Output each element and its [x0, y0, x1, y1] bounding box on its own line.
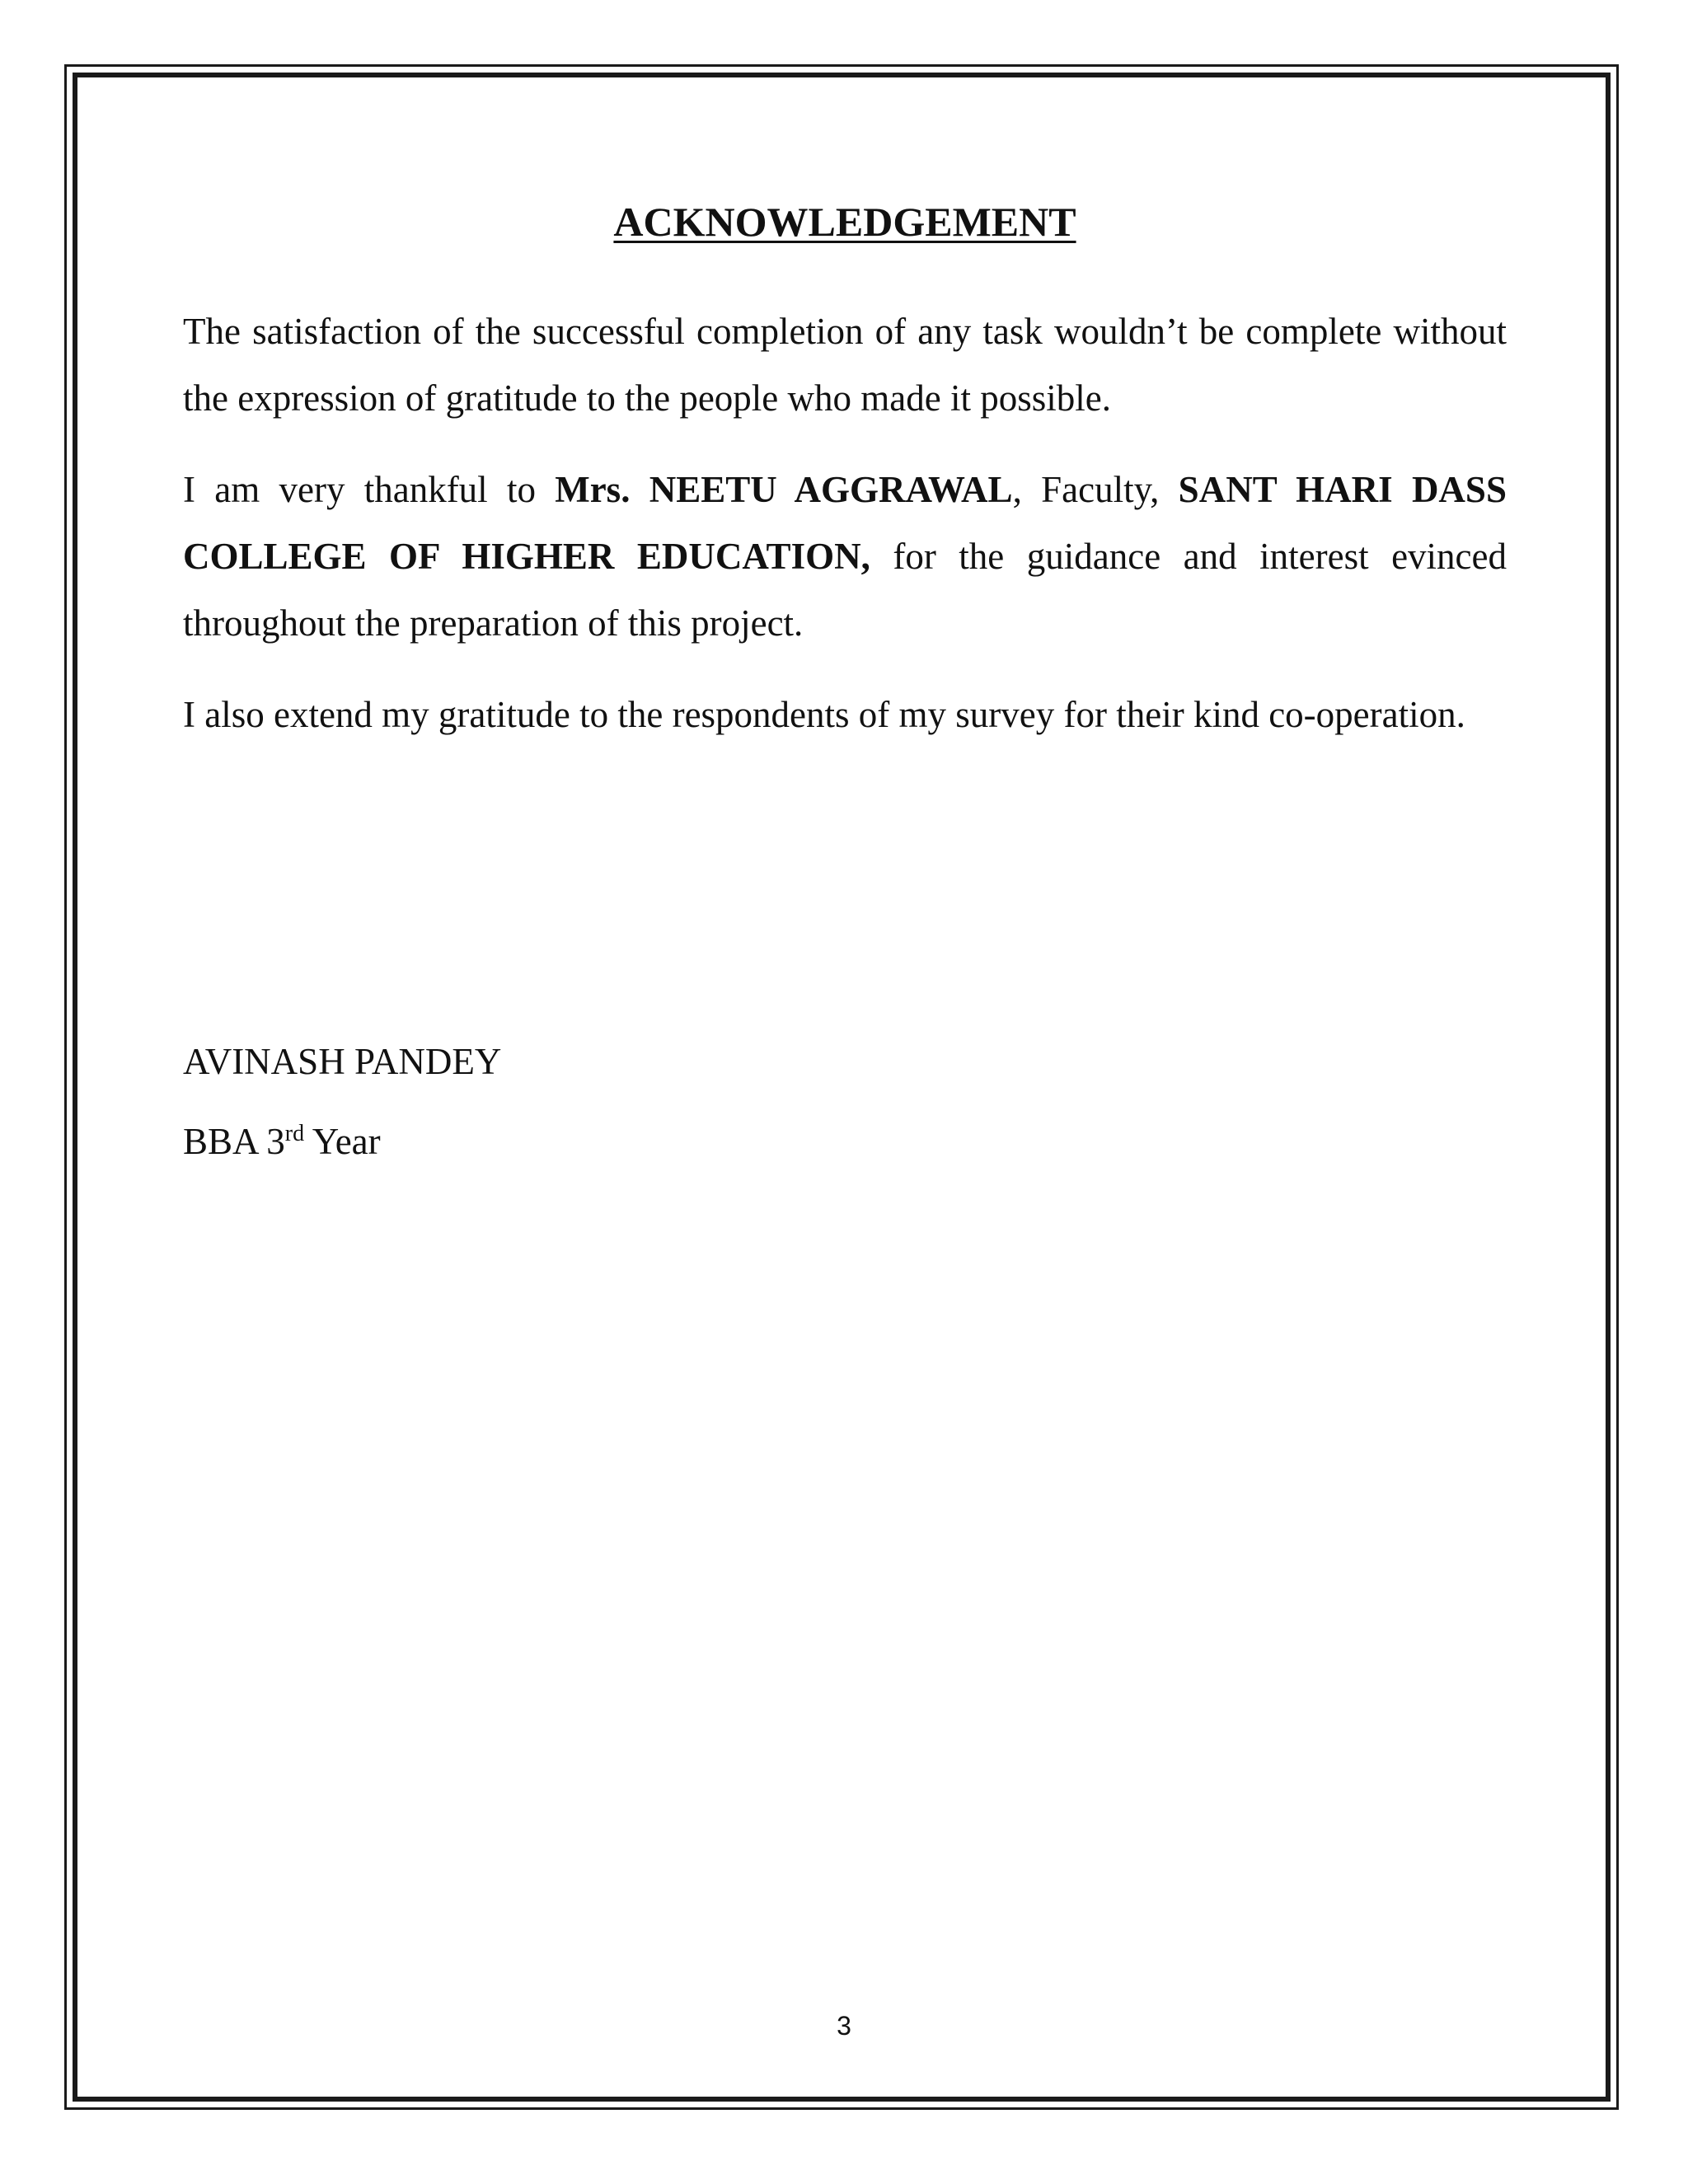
author-course — [183, 1102, 501, 1182]
signature-block — [183, 1022, 501, 1182]
paragraph-respondents — [183, 682, 1507, 748]
course-prefix: BBA 3 — [183, 1121, 285, 1162]
page-number: 3 — [837, 2011, 851, 2041]
guide-name: Mrs. NEETU AGGRAWAL — [555, 469, 1013, 510]
course-ordinal: rd — [284, 1121, 305, 1146]
paragraph-prefix: I am very thankful to — [183, 469, 556, 510]
document-body — [183, 191, 1507, 773]
paragraph-text: The satisfaction of the successful completion of any task wouldn’t be complete without the expression of gratitude to the people who made it possible. — [183, 311, 1507, 419]
paragraph-middle: , Faculty, — [1012, 469, 1179, 510]
paragraph-gratitude-intro — [183, 298, 1507, 432]
author-name: AVINASH PANDEY — [183, 1041, 502, 1082]
paragraph-suffix: for the guidance and interest evinced throughout the preparation of this project. — [183, 536, 1507, 644]
paragraph-thanks-guide — [183, 457, 1507, 657]
paragraph-text: I also extend my gratitude to the respondents of my survey for their kind co-operation. — [183, 694, 1465, 735]
page-title: ACKNOWLEDGEMENT — [613, 199, 1076, 245]
college-name: SANT HARI DASS COLLEGE OF HIGHER EDUCATION, — [183, 469, 1507, 577]
course-suffix: Year — [304, 1121, 381, 1162]
